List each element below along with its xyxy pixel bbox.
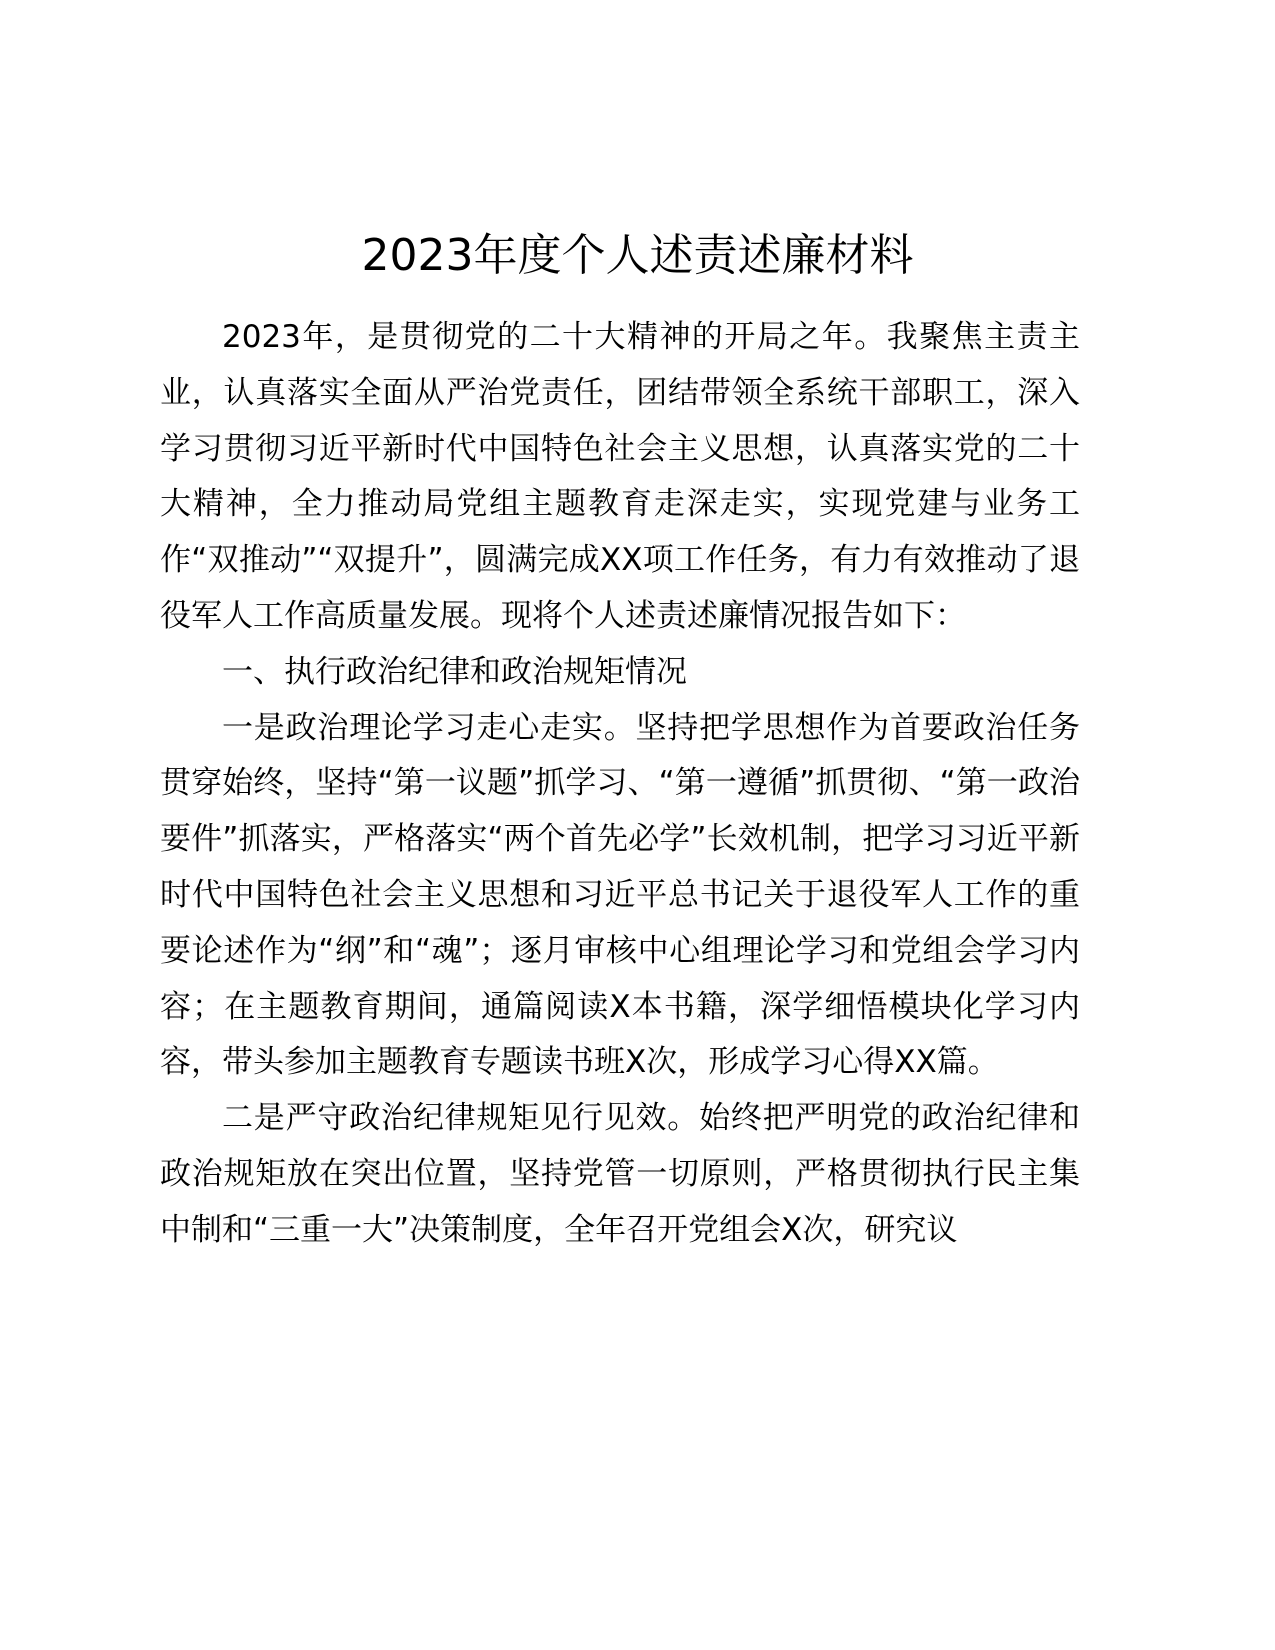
paragraph-political-discipline: 二是严守政治纪律规矩见行见效。始终把严明党的政治纪律和政治规矩放在突出位置，坚持党管一切原则，严格贯彻执行民主集中制和“三重一大”决策制度，全年召开党组会X次，研究议 — [160, 1100, 1080, 1248]
intro-paragraph: 2023年，是贯彻党的二十大精神的开局之年。我聚焦主责主业，认真落实全面从严治党责任，团结带领全系统干部职工，深入学习贯彻习近平新时代中国特色社会主义思想，认真落实党的二十大精神，全力推动局党组主题教育走深走实，实现党建与业务工作“双推动”“双提升”，圆满完成XX项工作任务，有力有效推动了退役军人工作高质量发展。现将个人述责述廉情况报告如下： — [160, 319, 1080, 634]
document-body — [160, 310, 1080, 1259]
document-title: 2023年度个人述责述廉材料 — [361, 230, 914, 281]
section-heading-1: 一、执行政治纪律和政治规矩情况 — [222, 653, 687, 690]
paragraph-political-theory: 一是政治理论学习走心走实。坚持把学思想作为首要政治任务贯穿始终，坚持“第一议题”抓学习、“第一遵循”抓贯彻、“第一政治要件”抓落实，严格落实“两个首先必学”长效机制，把学习习近平新时代中国特色社会主义思想和习近平总书记关于退役军人工作的重要论述作为“纲”和“魂”；逐月审核中心组理论学习和党组会学习内容；在主题教育期间，通篇阅读X本书籍，深学细悟模块化学习内容，带头参加主题教育专题读书班X次，形成学习心得XX篇。 — [160, 709, 1080, 1081]
